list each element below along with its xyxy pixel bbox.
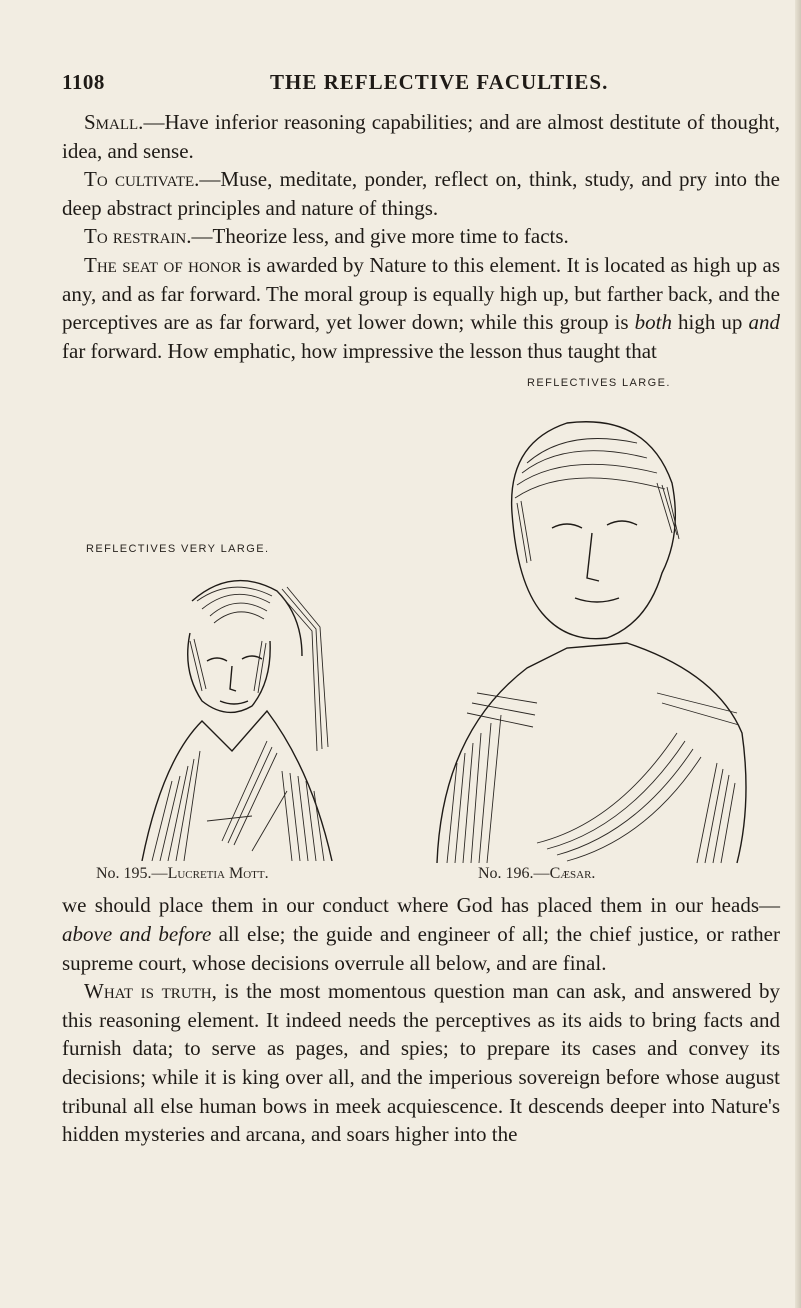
paragraph-what-is-truth	[62, 977, 780, 1149]
page-header	[62, 70, 780, 100]
running-title: THE REFLECTIVE FACULTIES.	[270, 70, 609, 94]
lead-restrain: To restrain.	[84, 224, 192, 249]
lucretia-shawl-icon	[142, 587, 332, 861]
caption-no-195	[96, 865, 269, 883]
continuation-text-b: all else; the guide and engineer of all; the chief justice, or rather supreme court, whose decisions overrule all below, and are final.	[62, 921, 780, 975]
paragraph-continuation	[62, 891, 780, 977]
lead-small: Small.	[84, 110, 144, 134]
caption-195-name: Lucretia Mott.	[167, 865, 269, 883]
body-text-top	[62, 108, 780, 365]
paragraph-cultivate	[62, 165, 780, 222]
seat-text-a: is awarded by Nature to this element. It is located as high up as any, and as far forward. The moral group is equally high up, but farther back, and the perceptives are as far forward, yet lower down; while this group is	[62, 252, 780, 335]
caption-no-196	[478, 865, 595, 883]
left-plate-label: REFLECTIVES VERY LARGE.	[86, 543, 270, 556]
page-number: 1108	[62, 70, 105, 94]
book-page	[62, 70, 780, 1149]
emphasis-and: and	[748, 310, 781, 335]
emphasis-above-before: above and before	[62, 921, 212, 946]
lucretia-mott-engraving	[102, 561, 362, 861]
paragraph-cultivate-text: —Muse, meditate, ponder, reflect on, think, study, and pry into the deep abstract principles and nature of things.	[62, 167, 780, 220]
seat-text-c: far forward. How emphatic, how impressive the lesson thus taught that	[62, 338, 657, 363]
right-plate-label: REFLECTIVES LARGE.	[527, 377, 671, 390]
lucretia-face-icon	[188, 633, 270, 712]
body-text-bottom	[62, 891, 780, 1148]
paragraph-small	[62, 108, 780, 165]
paragraph-restrain	[62, 222, 780, 251]
lead-cultivate: To cultivate.	[84, 167, 200, 192]
paragraph-small-text: —Have inferior reasoning capabilities; and are almost destitute of thought, idea, and sense.	[62, 110, 780, 163]
lead-what-is-truth: What is truth,	[84, 979, 217, 1004]
caesar-toga-icon	[437, 643, 746, 863]
caption-196-name: Cæsar.	[549, 865, 596, 883]
figure-plates	[62, 371, 780, 891]
caesar-head-icon	[512, 422, 679, 639]
caesar-bust-engraving	[417, 403, 757, 871]
lead-seat-of-honor: The seat of honor	[84, 252, 242, 277]
paragraph-seat-of-honor	[62, 251, 780, 365]
what-is-truth-text: is the most momentous question man can ask, and answered by this reasoning element. It indeed needs the perceptives as its aids to bring facts and furnish data; to serve as pages, and spies; to prepare its cases and convey its decisions; while it is king over all, and the imperious sovereign before whose august tribunal all else human bows in meek acquiescence. It descends deeper into Nature's hidden mysteries and arcana, and soars higher into the	[62, 979, 780, 1147]
paragraph-restrain-text: —Theorize less, and give more time to facts.	[191, 224, 569, 249]
seat-text-b: high up	[671, 310, 749, 335]
continuation-text-a: we should place them in our conduct where God has placed them in our heads—	[62, 893, 780, 918]
caption-195-number: No. 195.—	[96, 865, 168, 883]
emphasis-both: both	[634, 310, 672, 335]
page-edge-shadow	[795, 0, 801, 1308]
caption-196-number: No. 196.—	[478, 865, 550, 883]
lucretia-cap-icon	[192, 581, 302, 656]
